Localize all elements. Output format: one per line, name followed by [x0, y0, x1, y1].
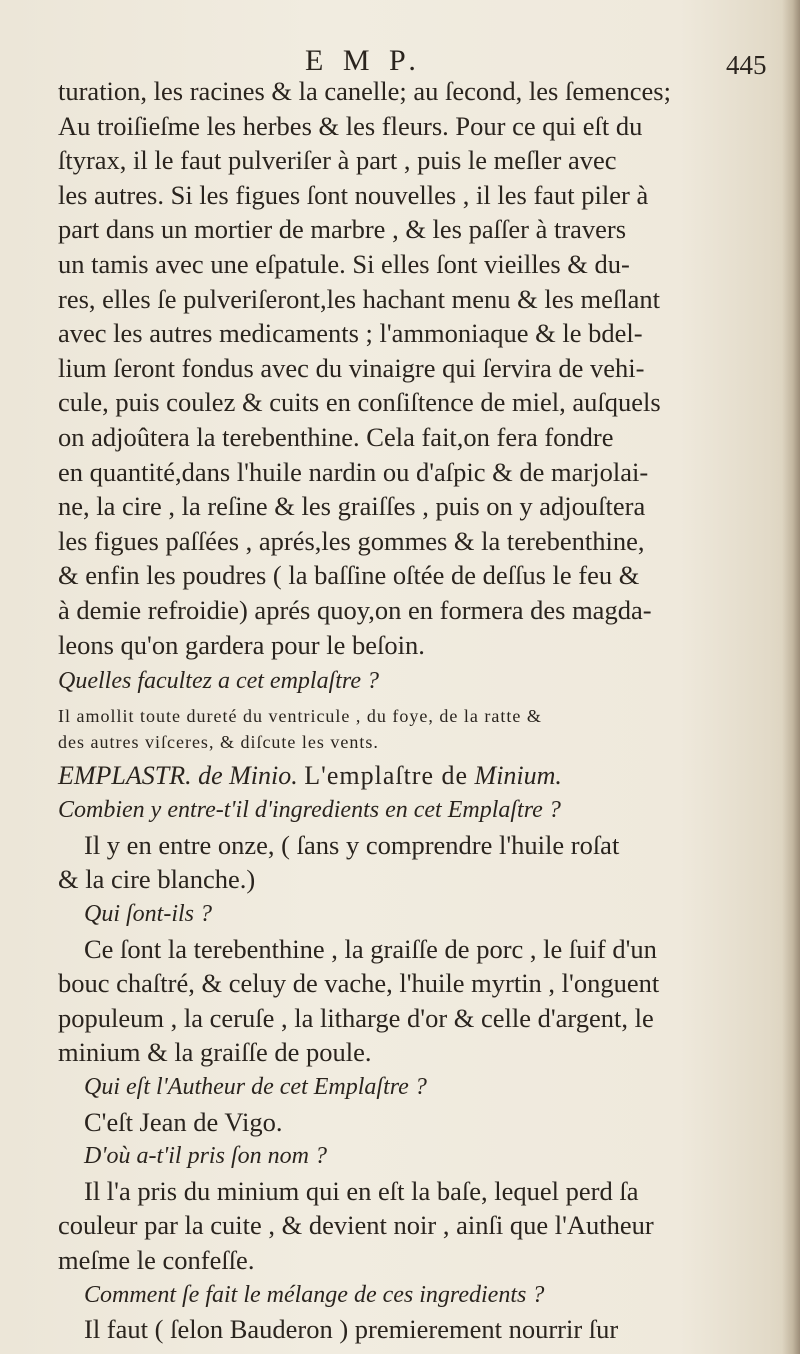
text-line: Il faut ( ſelon Bauderon ) premierement nourrir ſur [84, 1314, 619, 1345]
question-heading: Comment ſe fait le mélange de ces ingredients ? [84, 1281, 545, 1308]
text-line: C'eſt Jean de Vigo. [84, 1106, 283, 1137]
text-line: un tamis avec une eſpatule. Si elles ſont vieilles & du- [58, 248, 630, 279]
text-line: avec les autres medicaments ; l'ammoniaque & le bdel- [58, 318, 643, 349]
section-title-french: L'emplaſtre de [304, 760, 469, 790]
text-line: minium & la graiſſe de poule. [58, 1037, 372, 1068]
text-line: bouc chaſtré, & celuy de vache, l'huile myrtin , l'onguent [58, 968, 660, 999]
question-heading: Combien y entre-t'il d'ingredients en cet Emplaſtre ? [58, 797, 561, 824]
section-title-latin: EMPLASTR. [58, 760, 192, 790]
note-line: Il amollit toute dureté du ventricule , du foye, de la ratte & [58, 705, 542, 726]
page-edge-shadow [782, 0, 800, 1354]
page-number: 445 [726, 50, 767, 80]
text-line: les autres. Si les figues ſont nouvelles , il les faut piler à [58, 179, 649, 210]
text-line: populeum , la ceruſe , la litharge d'or & celle d'argent, le [58, 1002, 654, 1033]
text-line: les figues paſſées , aprés,les gommes & la terebenthine, [58, 525, 645, 556]
section-title-minium: Minium. [474, 760, 562, 790]
text-line: Il l'a pris du minium qui en eſt la baſe, lequel perd ſa [84, 1175, 639, 1206]
text-line: turation, les racines & la canelle; au ſecond, les ſemences; [58, 76, 671, 106]
text-line: on adjoûtera la terebenthine. Cela fait,on fera fondre [58, 421, 614, 452]
text-line: leons qu'on gardera pour le beſoin. [58, 629, 425, 660]
text-line: & enfin les poudres ( la baſſine oſtée de deſſus le feu & [58, 560, 640, 591]
question-heading: Qui eſt l'Autheur de cet Emplaſtre ? [84, 1074, 427, 1101]
text-line: cule, puis coulez & cuits en conſiſtence de miel, auſquels [58, 387, 661, 418]
text-line: part dans un mortier de marbre , & les paſſer à travers [58, 214, 627, 245]
section-title-latin-2: de Minio. [198, 760, 298, 790]
section-title [58, 759, 778, 794]
text-line: ſtyrax, il le faut pulveriſer à part , puis le meſler avec [58, 145, 617, 176]
text-line: ne, la cire , la reſine & les graiſſes , puis on y adjouſtera [58, 491, 646, 522]
text-line: couleur par la cuite , & devient noir , ainſi que l'Autheur [58, 1210, 654, 1241]
question-heading: Quelles facultez a cet emplaſtre ? [58, 668, 380, 695]
note-line: des autres viſceres, & diſcute les vents. [58, 731, 379, 752]
page-text [58, 74, 778, 1347]
text-line: en quantité,dans l'huile nardin ou d'aſpic & de marjolai- [58, 456, 649, 487]
text-line: Ce ſont la terebenthine , la graiſſe de porc , le ſuif d'un [84, 933, 657, 964]
text-line: Au troiſieſme les herbes & les fleurs. Pour ce qui eſt du [58, 110, 643, 141]
text-line: res, elles ſe pulveriſeront,les hachant menu & les meſlant [58, 283, 660, 314]
running-head: E M P. [305, 44, 422, 77]
text-line: Il y en entre onze, ( ſans y comprendre l'huile roſat [84, 829, 620, 860]
question-heading: D'où a-t'il pris ſon nom ? [84, 1143, 327, 1170]
text-line: & la cire blanche.) [58, 864, 256, 895]
question-heading: Qui ſont-ils ? [84, 901, 213, 928]
text-line: lium ſeront fondus avec du vinaigre qui ſervira de vehi- [58, 352, 645, 383]
text-line: meſme le confeſſe. [58, 1245, 255, 1275]
text-line: à demie refroidie) aprés quoy,on en formera des magda- [58, 594, 652, 625]
